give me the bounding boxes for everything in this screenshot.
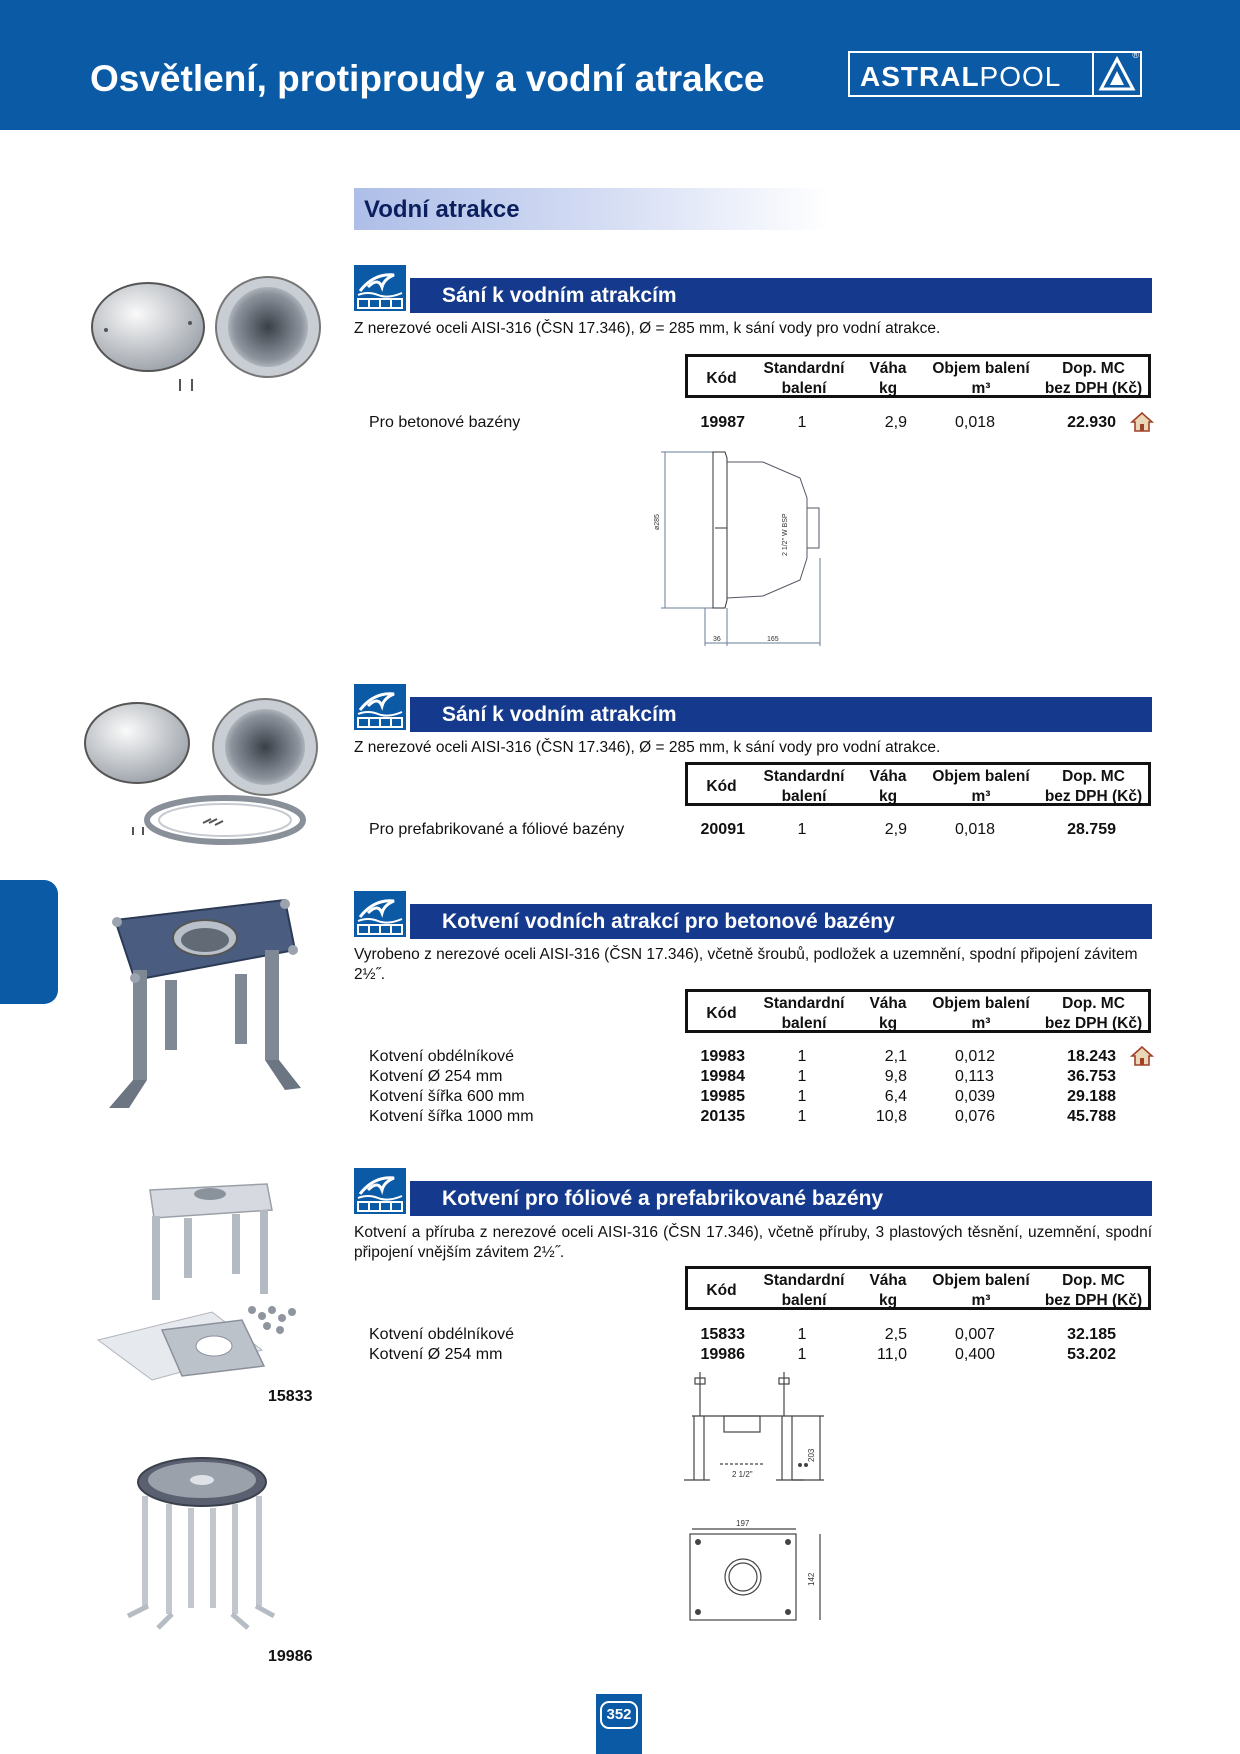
suction-inlet-photo	[88, 275, 328, 395]
row-pack: 1	[797, 1346, 807, 1363]
row-price: 29.188	[1067, 1088, 1116, 1105]
row-pack: 1	[797, 1088, 807, 1105]
row-pack: 1	[797, 1108, 807, 1125]
col-price: Dop. MC bez DPH (Kč)	[1044, 1272, 1143, 1309]
row-weight: 2,9	[884, 821, 907, 838]
product-title: Kotvení vodních atrakcí pro betonové bazény	[442, 910, 895, 933]
row-weight: 9,8	[884, 1068, 907, 1085]
row-pack: 1	[797, 1068, 807, 1085]
col-pack: Standardní balení	[763, 995, 845, 1032]
col-weight: Váha kg	[869, 768, 907, 805]
row-volume: 0,007	[955, 1326, 996, 1343]
col-price: Dop. MC bez DPH (Kč)	[1044, 995, 1143, 1032]
row-code: 19984	[700, 1068, 745, 1085]
dim-b: 165	[767, 636, 779, 643]
col-price: Dop. MC bez DPH (Kč)	[1044, 360, 1143, 397]
row-weight: 2,9	[884, 414, 907, 431]
row-pack: 1	[797, 414, 807, 431]
section-header	[354, 188, 829, 230]
price-table-header	[685, 989, 1151, 1033]
page-title: Osvětlení, protiproudy a vodní atrakce	[90, 58, 765, 99]
col-volume: Objem balení m³	[932, 768, 1030, 805]
water-attraction-icon	[354, 1168, 406, 1214]
table-row	[0, 414, 1240, 434]
row-weight: 6,4	[884, 1088, 907, 1105]
dim-thread: 2 1/2" W BSP	[782, 513, 789, 556]
row-label: Pro betonové bazény	[369, 414, 521, 431]
col-weight: Váha kg	[869, 360, 907, 397]
table-row	[0, 1068, 1240, 1088]
row-price: 32.185	[1067, 1326, 1116, 1343]
product-title: Sání k vodním atrakcím	[442, 703, 677, 726]
dim-diameter: ø285	[654, 514, 661, 530]
col-pack: Standardní balení	[763, 1272, 845, 1309]
table-row	[0, 1088, 1240, 1108]
house-icon	[1131, 1046, 1153, 1066]
row-volume: 0,018	[955, 821, 996, 838]
col-price: Dop. MC bez DPH (Kč)	[1044, 768, 1143, 805]
row-volume: 0,113	[955, 1068, 994, 1085]
photo-caption: 19986	[268, 1648, 313, 1665]
row-volume: 0,039	[955, 1088, 996, 1105]
product-description: Z nerezové oceli AISI-316 (ČSN 17.346), Ø = 285 mm, k sání vody pro vodní atrakce.	[354, 320, 941, 337]
product-title: Kotvení pro fóliové a prefabrikované bazény	[442, 1187, 884, 1210]
row-price: 22.930	[1067, 414, 1116, 431]
table-row	[0, 821, 1240, 841]
row-weight: 10,8	[875, 1108, 907, 1125]
row-volume: 0,076	[955, 1108, 996, 1125]
logo-triangle-icon: ®	[1092, 53, 1140, 95]
col-weight: Váha kg	[869, 1272, 907, 1309]
row-label: Kotvení šířka 1000 mm	[369, 1108, 534, 1125]
row-volume: 0,400	[955, 1346, 996, 1363]
row-volume: 0,018	[955, 414, 996, 431]
row-label: Kotvení Ø 254 mm	[369, 1068, 503, 1085]
anchor-liner-round-photo	[128, 1452, 276, 1632]
row-price: 45.788	[1067, 1108, 1116, 1125]
row-code: 19987	[700, 414, 745, 431]
logo-wordmark: ASTRALPOOL	[860, 61, 1062, 92]
row-label: Kotvení obdélníkové	[369, 1048, 514, 1065]
dim-a: 36	[713, 636, 721, 643]
photo-caption: 15833	[268, 1388, 313, 1405]
col-code: Kód	[706, 370, 737, 387]
product-title-bar	[410, 1181, 1152, 1216]
chapter-side-tab	[0, 880, 58, 1004]
water-attraction-icon	[354, 684, 406, 730]
row-pack: 1	[797, 1326, 807, 1343]
row-label: Pro prefabrikované a fóliové bazény	[369, 821, 625, 838]
col-code: Kód	[706, 1005, 737, 1022]
col-pack: Standardní balení	[763, 360, 845, 397]
row-label: Kotvení obdélníkové	[369, 1326, 514, 1343]
section-title: Vodní atrakce	[364, 196, 520, 223]
page-number: 352	[600, 1701, 638, 1729]
row-weight: 11,0	[877, 1346, 907, 1363]
row-weight: 2,5	[884, 1326, 907, 1343]
row-code: 19986	[700, 1346, 745, 1363]
page-header	[0, 0, 1240, 130]
col-code: Kód	[706, 778, 737, 795]
col-volume: Objem balení m³	[932, 360, 1030, 397]
table-row	[0, 1048, 1240, 1068]
row-code: 19983	[700, 1048, 745, 1065]
anchor-technical-drawing	[680, 1372, 840, 1652]
price-table-header	[685, 354, 1151, 398]
row-weight: 2,1	[884, 1048, 907, 1065]
col-code: Kód	[706, 1282, 737, 1299]
col-pack: Standardní balení	[763, 768, 845, 805]
product-title: Sání k vodním atrakcím	[442, 284, 677, 307]
row-price: 18.243	[1067, 1048, 1116, 1065]
row-code: 20091	[700, 821, 745, 838]
row-price: 36.753	[1067, 1068, 1116, 1085]
dim-thread: 2 1/2"	[732, 1470, 753, 1479]
price-table-header	[685, 762, 1151, 806]
astralpool-logo	[848, 51, 1142, 97]
product-title-bar	[410, 697, 1152, 732]
water-attraction-icon	[354, 265, 406, 311]
product-title-bar	[410, 278, 1152, 313]
row-code: 19985	[700, 1088, 745, 1105]
house-icon	[1131, 412, 1153, 432]
product-title-bar	[410, 904, 1152, 939]
col-volume: Objem balení m³	[932, 1272, 1030, 1309]
table-row	[0, 1326, 1240, 1346]
dim-depth: 142	[807, 1572, 816, 1586]
col-weight: Váha kg	[869, 995, 907, 1032]
row-price: 28.759	[1067, 821, 1116, 838]
row-pack: 1	[797, 1048, 807, 1065]
col-volume: Objem balení m³	[932, 995, 1030, 1032]
row-label: Kotvení Ø 254 mm	[369, 1346, 503, 1363]
row-code: 20135	[700, 1108, 745, 1125]
dim-height: 203	[807, 1448, 816, 1462]
product-description: Z nerezové oceli AISI-316 (ČSN 17.346), Ø = 285 mm, k sání vody pro vodní atrakce.	[354, 739, 941, 756]
row-label: Kotvení šířka 600 mm	[369, 1088, 525, 1105]
row-pack: 1	[797, 821, 807, 838]
row-volume: 0,012	[955, 1048, 996, 1065]
row-price: 53.202	[1067, 1346, 1116, 1363]
table-row	[0, 1346, 1240, 1366]
water-attraction-icon	[354, 891, 406, 937]
dim-width: 197	[736, 1519, 750, 1528]
row-code: 15833	[700, 1326, 745, 1343]
table-row	[0, 1108, 1240, 1128]
product-description: Vyrobeno z nerezové oceli AISI-316 (ČSN 17.346), včetně šroubů, podložek a uzemnění, spodní připojení závitem 2½˝.	[354, 946, 1138, 983]
product-description: Kotvení a příruba z nerezové oceli AISI-316 (ČSN 17.346), včetně příruby, 3 plastových těsnění, uzemnění, spodní připojení vnějším závitem 2½˝.	[354, 1224, 1152, 1261]
suction-inlet-drawing	[655, 448, 855, 648]
price-table-header	[685, 1266, 1151, 1310]
